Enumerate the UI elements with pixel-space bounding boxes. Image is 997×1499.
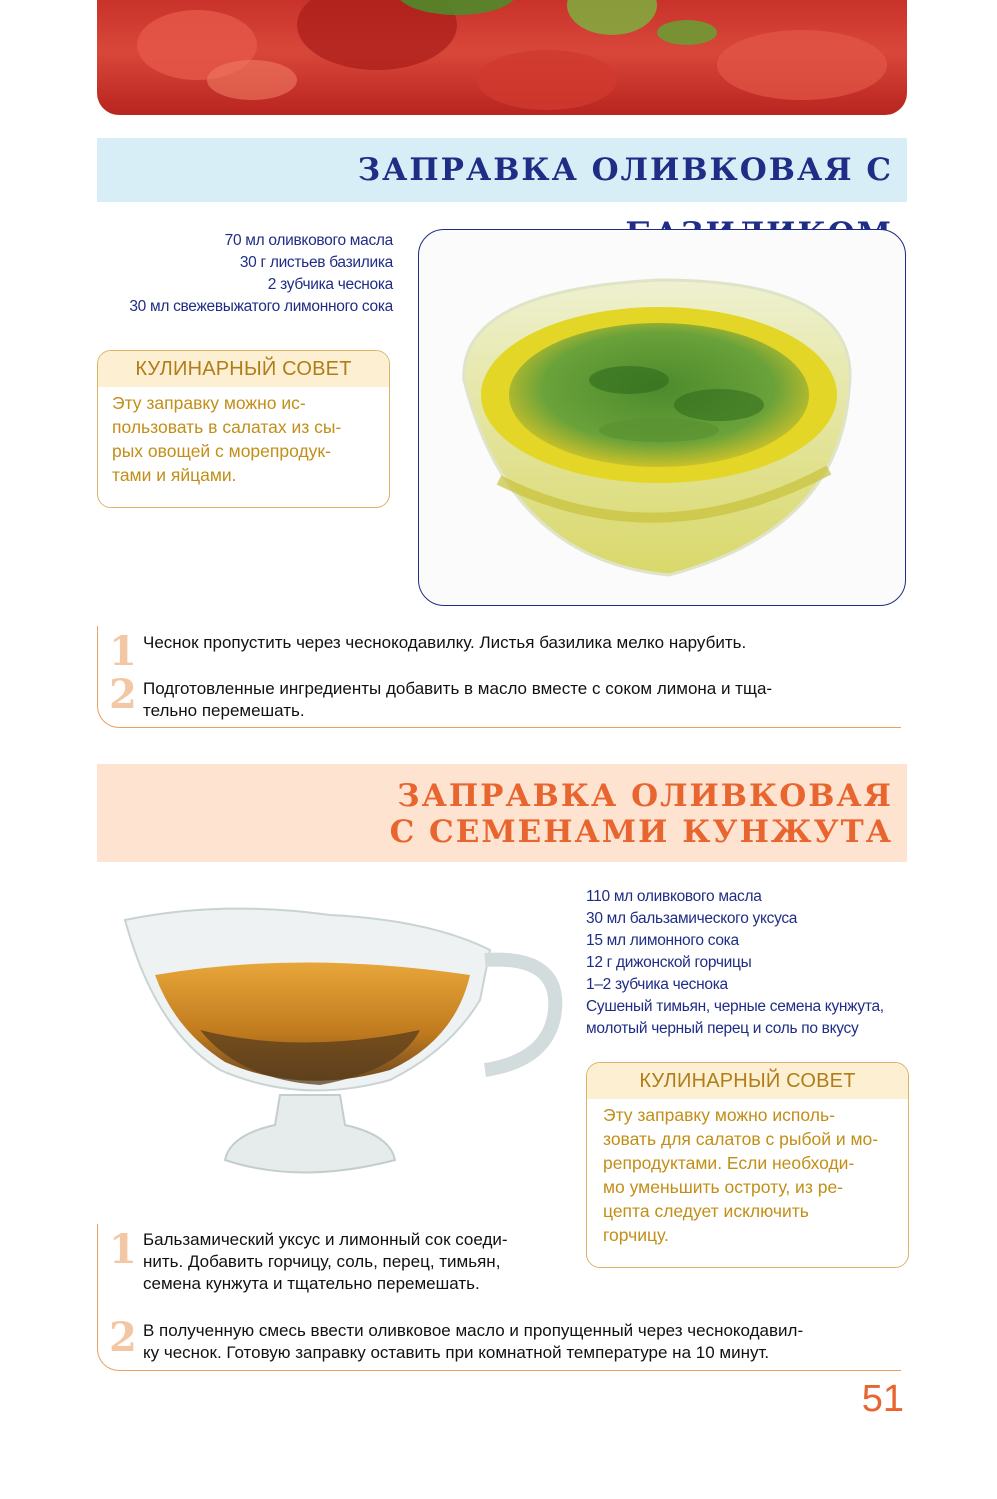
- ingredient: 30 мл свежевыжатого лимонного сока: [129, 298, 393, 315]
- step-number: 2: [109, 1314, 137, 1361]
- basil-dressing-photo: [418, 229, 906, 606]
- title-line: С СЕМЕНАМИ КУНЖУТА: [389, 814, 893, 850]
- title-line: ЗАПРАВКА ОЛИВКОВАЯ: [397, 778, 893, 814]
- gravy-boat-photo: [100, 880, 570, 1215]
- step-number: 1: [109, 628, 137, 675]
- ingredient: 2 зубчика чеснока: [267, 276, 393, 293]
- tip-heading: КУЛИНАРНЫЙ СОВЕТ: [98, 351, 389, 387]
- recipe-2-title: [97, 764, 907, 862]
- recipe-1-tip: [97, 350, 390, 508]
- gravy-boat-illustration: [100, 880, 570, 1215]
- step-text: Чеснок пропустить через чеснокодавилку. Листья базилика мелко нарубить.: [143, 633, 747, 652]
- step-number: 2: [109, 671, 137, 718]
- step-text: В полученную смесь ввести оливковое масло и пропущенный через чеснокодавил- ку чеснок. Готовую заправку оставить при комнатной температуре на 10 минут.: [143, 1321, 804, 1362]
- salsa-photo: [97, 0, 907, 115]
- ingredient: Сушеный тимьян, черные семена кунжута,: [586, 998, 884, 1015]
- tip-text: Эту заправку можно ис- пользовать в салатах из сы- рых овощей с морепродук- тами и яйцами.: [112, 393, 342, 485]
- recipe-1-ingredients: [60, 230, 393, 318]
- recipe-2-ingredients: [586, 886, 916, 1040]
- step-text: Подготовленные ингредиенты добавить в масло вместе с соком лимона и тща- тельно перемешать.: [143, 679, 773, 720]
- ingredient: 15 мл лимонного сока: [586, 932, 739, 949]
- recipe-1-title: ЗАПРАВКА ОЛИВКОВАЯ С: [97, 138, 907, 202]
- page-number: 51: [861, 1378, 904, 1420]
- tip-text: Эту заправку можно исполь- зовать для салатов с рыбой и мо- репродуктами. Если необходи- мо уменьшить остроту, из ре- цепта следует исключить горчицу.: [603, 1105, 879, 1245]
- ingredient: 1–2 зубчика чеснока: [586, 976, 728, 993]
- ingredient: 30 г листьев базилика: [239, 254, 393, 271]
- ingredient: молотый черный перец и соль по вкусу: [586, 1020, 859, 1037]
- step-number: 1: [109, 1226, 137, 1273]
- step-text: Бальзамический уксус и лимонный сок соеди- нить. Добавить горчицу, соль, перец, тимьян, семена кунжута и тщательно перемешать.: [143, 1230, 508, 1293]
- ingredient: 12 г дижонской горчицы: [586, 954, 752, 971]
- tip-heading: КУЛИНАРНЫЙ СОВЕТ: [587, 1063, 908, 1099]
- ingredient: 30 мл бальзамического уксуса: [586, 910, 798, 927]
- ingredient: 70 мл оливкового масла: [224, 232, 393, 249]
- ingredient: 110 мл оливкового масла: [586, 888, 762, 905]
- bowl-illustration: [419, 230, 905, 605]
